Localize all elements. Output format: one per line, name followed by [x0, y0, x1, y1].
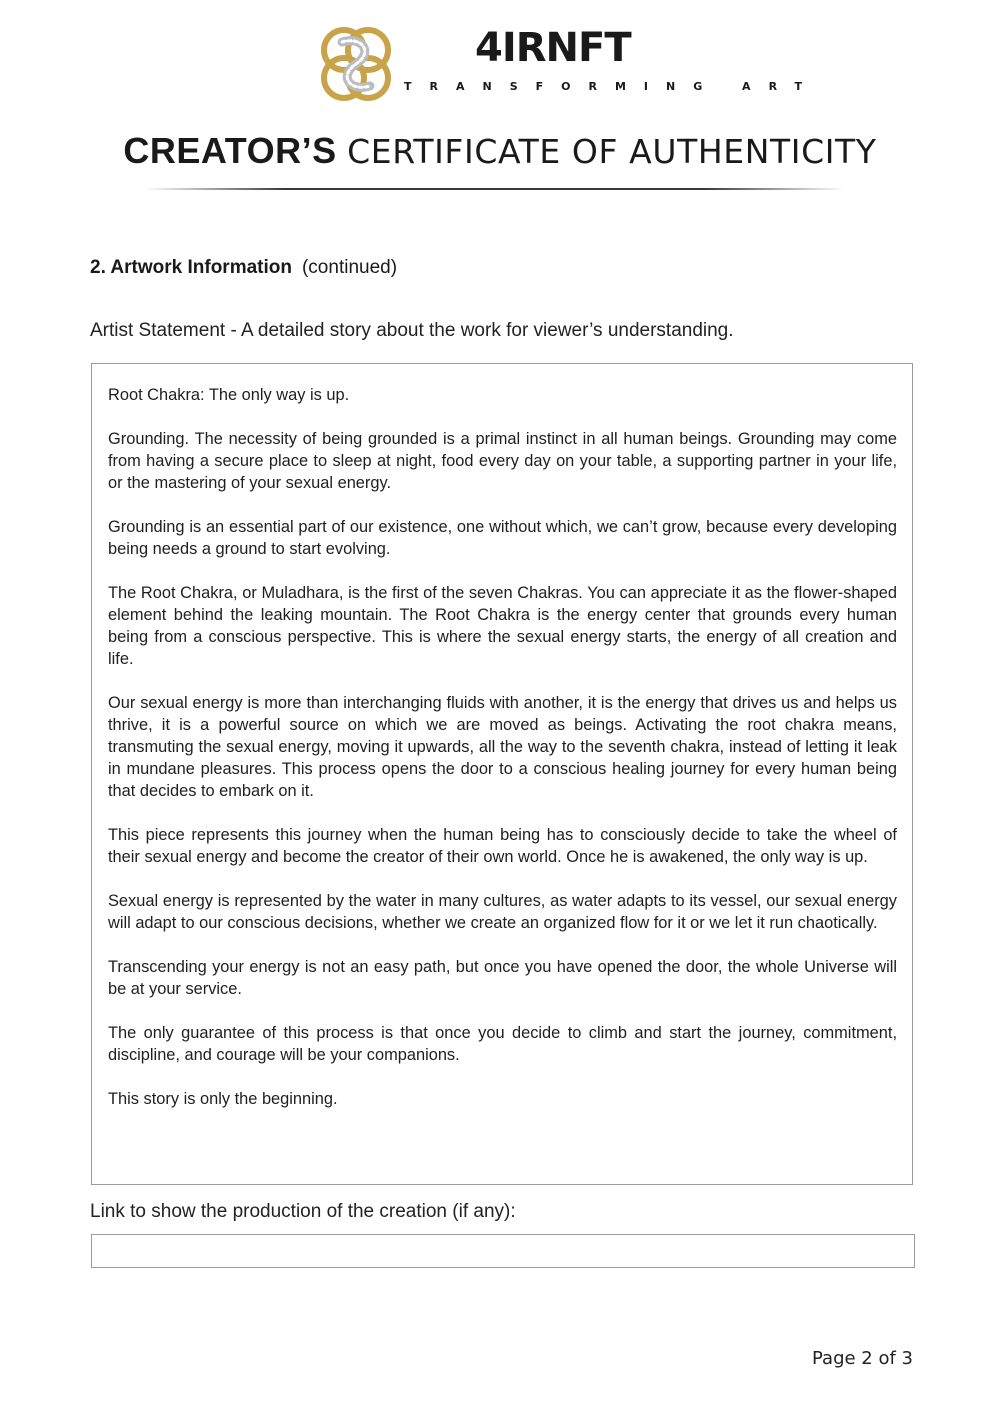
statement-paragraph: This piece represents this journey when the human being has to consciously decide to take the wheel of their sexual energy and become the creator of their own world. Once he is awakened, the only way is up. [108, 826, 897, 866]
certificate-title-light: CERTIFICATE OF AUTHENTICITY [347, 132, 877, 171]
infinity-knot-logo-icon [314, 22, 398, 106]
statement-paragraph: The Root Chakra, or Muladhara, is the first of the seven Chakras. You can appreciate it as the flower-shaped element behind the leaking mountain. The Root Chakra is the energy center that grounds every human being from a conscious perspective. This is where the sexual energy starts, the energy of all creation and life. [108, 584, 897, 668]
artist-statement-label: Artist Statement - A detailed story about the work for viewer’s understanding. [90, 320, 734, 341]
statement-paragraph: Root Chakra: The only way is up. [108, 386, 350, 404]
statement-paragraph: Transcending your energy is not an easy path, but once you have opened the door, the whole Universe will be at your service. [108, 958, 897, 998]
statement-paragraph: Sexual energy is represented by the water in many cultures, as water adapts to its vessel, our sexual energy will adapt to our conscious decisions, whether we create an organized flow for it or we let it run chaotically. [108, 892, 897, 932]
section-heading-continued: (continued) [301, 257, 398, 278]
statement-paragraph: Grounding. The necessity of being grounded is a primal instinct in all human beings. Grounding may come from having a secure place to sleep at night, food every day on your table, a supporting partner in your life, or the mastering of your sexual energy. [108, 430, 897, 492]
statement-paragraph: Grounding is an essential part of our existence, one without which, we can’t grow, because every developing being needs a ground to start evolving. [108, 518, 897, 558]
production-link-field[interactable] [91, 1234, 915, 1268]
page-number: Page 2 of 3 [812, 1348, 913, 1369]
statement-paragraph: Our sexual energy is more than interchanging fluids with another, it is the energy that drives us and helps us thrive, it is a powerful source on which we are moved as beings. Activating the root chakra means, transmuting the sexual energy, moving it upwards, all the way to the seventh chakra, instead of letting it leak in mundane pleasures. This process opens the door to a conscious healing journey for every human being that decides to embark on it. [108, 694, 897, 800]
statement-paragraph: The only guarantee of this process is that once you decide to climb and start the journey, commitment, discipline, and courage will be your companions. [108, 1024, 897, 1064]
certificate-title-bold: CREATOR’S [123, 130, 337, 171]
section-heading-title: 2. Artwork Information [90, 257, 292, 278]
production-link-label: Link to show the production of the creation (if any): [90, 1201, 516, 1222]
artist-statement-text [108, 384, 897, 1132]
certificate-title [0, 130, 1000, 172]
brand-name: 4IRNFT [475, 25, 631, 71]
section-heading [90, 257, 397, 279]
brand-tagline: TRANSFORMING ART [404, 80, 821, 93]
title-divider [145, 188, 845, 190]
statement-paragraph: This story is only the beginning. [108, 1090, 338, 1108]
